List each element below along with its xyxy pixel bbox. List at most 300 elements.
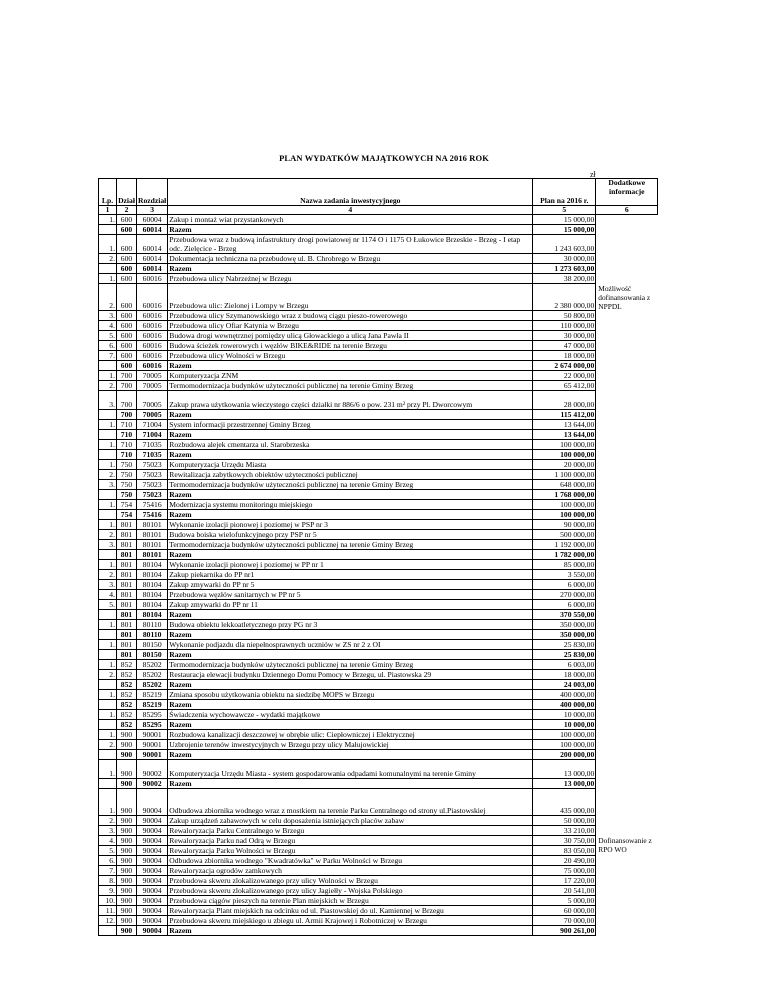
row-lp: 2.	[99, 381, 117, 391]
row-dzial: 600	[117, 351, 137, 361]
row-name: Budowa ścieżek rowerowych i węzłów BIKE&RIDE na terenie Brzegu	[168, 341, 533, 351]
row-rozdzial: 90001	[137, 750, 168, 760]
row-name: Świadczenia wychowawcze - wydatki majątkowe	[168, 710, 533, 720]
row-name: Razem	[168, 410, 533, 420]
row-plan: 435 000,00	[533, 789, 596, 816]
row-dzial: 900	[117, 916, 137, 926]
row-name: Budowa boiska wielofunkcyjnego przy PSP nr 5	[168, 530, 533, 540]
row-name: Przebudowa ulicy Szymanowskiego wraz z budową ciągu pieszo-rowerowego	[168, 311, 533, 321]
row-dzial: 900	[117, 740, 137, 750]
row-plan: 20 541,00	[533, 886, 596, 896]
table-row	[99, 906, 658, 916]
row-lp: 7.	[99, 866, 117, 876]
row-rozdzial: 71035	[137, 440, 168, 450]
row-lp: 1.	[99, 215, 117, 225]
row-dzial: 801	[117, 590, 137, 600]
table-row	[99, 530, 658, 540]
row-plan: 85 000,00	[533, 560, 596, 570]
row-name: Zakup piekarnika do PP nr1	[168, 570, 533, 580]
header-number: 1	[99, 206, 117, 215]
total-row	[99, 680, 658, 690]
row-name: Budowa drogi wewnętrznej pomiędzy ulicą Głowackiego a ulicą Jana Pawła II	[168, 331, 533, 341]
table-row	[99, 690, 658, 700]
row-lp: 1.	[99, 640, 117, 650]
row-rozdzial: 85219	[137, 700, 168, 710]
row-plan: 100 000,00	[533, 730, 596, 740]
header-dodatkowe: Dodatkowe informacje	[596, 179, 658, 206]
row-dzial: 852	[117, 710, 137, 720]
row-dzial: 750	[117, 470, 137, 480]
row-lp: 4.	[99, 590, 117, 600]
row-lp	[99, 510, 117, 520]
row-rozdzial: 80104	[137, 610, 168, 620]
row-plan: 350 000,00	[533, 620, 596, 630]
row-plan: 6 000,00	[533, 600, 596, 610]
page-title: PLAN WYDATKÓW MAJĄTKOWYCH NA 2016 ROK	[279, 153, 489, 163]
row-dzial: 900	[117, 856, 137, 866]
row-plan: 75 000,00	[533, 866, 596, 876]
row-name: Termomodernizacja budynków użyteczności publicznej na terenie Gminy Brzeg	[168, 381, 533, 391]
row-name: Rewaloryzacja Parku Centralnego w Brzegu	[168, 826, 533, 836]
header-nazwa: Nazwa zadania inwestycyjnego	[168, 179, 533, 206]
table-row	[99, 856, 658, 866]
table-row	[99, 740, 658, 750]
row-plan: 6 000,00	[533, 580, 596, 590]
row-dzial: 700	[117, 410, 137, 420]
row-lp: 2.	[99, 670, 117, 680]
row-dzial: 852	[117, 660, 137, 670]
row-plan: 17 220,00	[533, 876, 596, 886]
row-name: Razem	[168, 450, 533, 460]
row-lp	[99, 650, 117, 660]
row-rozdzial: 80101	[137, 540, 168, 550]
row-name: Przebudowa skweru zlokalizowanego przy ulicy Wolności w Brzegu	[168, 876, 533, 886]
row-lp: 10.	[99, 896, 117, 906]
total-row	[99, 430, 658, 440]
row-lp: 3.	[99, 311, 117, 321]
row-lp: 1.	[99, 620, 117, 630]
row-plan: 1 100 000,00	[533, 470, 596, 480]
row-dzial: 900	[117, 886, 137, 896]
row-name: Razem	[168, 750, 533, 760]
row-lp: 2.	[99, 284, 117, 311]
header-rozdzial: Rozdział	[137, 179, 168, 206]
row-dzial: 750	[117, 490, 137, 500]
table-row	[99, 351, 658, 361]
additional-info-note: Możliwość dofinansowania z NPPDL	[596, 284, 658, 836]
row-dzial: 700	[117, 391, 137, 410]
row-plan: 18 000,00	[533, 670, 596, 680]
additional-info-empty	[596, 254, 658, 264]
row-dzial: 900	[117, 779, 137, 789]
table-row	[99, 789, 658, 816]
row-dzial: 600	[117, 321, 137, 331]
row-dzial: 801	[117, 600, 137, 610]
table-row	[99, 620, 658, 630]
row-lp: 1.	[99, 789, 117, 816]
total-row	[99, 610, 658, 620]
table-row	[99, 311, 658, 321]
row-rozdzial: 85202	[137, 680, 168, 690]
row-rozdzial: 90004	[137, 916, 168, 926]
table-row	[99, 560, 658, 570]
row-plan: 30 000,00	[533, 254, 596, 264]
row-lp: 6.	[99, 856, 117, 866]
table-row	[99, 235, 658, 254]
header-dzial: Dział	[117, 179, 137, 206]
additional-info-empty	[596, 235, 658, 254]
row-plan: 22 000,00	[533, 371, 596, 381]
row-rozdzial: 60004	[137, 215, 168, 225]
row-rozdzial: 80104	[137, 560, 168, 570]
row-rozdzial: 75023	[137, 470, 168, 480]
row-rozdzial: 90004	[137, 906, 168, 916]
row-rozdzial: 60016	[137, 341, 168, 351]
row-lp: 6.	[99, 341, 117, 351]
table-row	[99, 420, 658, 430]
table-row	[99, 916, 658, 926]
row-plan: 25 830,00	[533, 640, 596, 650]
row-lp: 1.	[99, 520, 117, 530]
table-row	[99, 341, 658, 351]
table-row	[99, 600, 658, 610]
row-name: Zakup prawa użytkowania wieczystego części działki nr 886/6 o pow. 231 m² przy Pl. Dworcowym	[168, 391, 533, 410]
row-plan: 3 550,00	[533, 570, 596, 580]
row-dzial: 801	[117, 640, 137, 650]
table-row	[99, 730, 658, 740]
row-dzial: 750	[117, 480, 137, 490]
total-row	[99, 550, 658, 560]
row-name: Razem	[168, 510, 533, 520]
row-dzial: 710	[117, 430, 137, 440]
total-row	[99, 926, 658, 936]
header-number: 6	[596, 206, 658, 215]
row-dzial: 900	[117, 730, 137, 740]
row-rozdzial: 80101	[137, 530, 168, 540]
table-row	[99, 846, 658, 856]
row-dzial: 852	[117, 720, 137, 730]
row-lp: 1.	[99, 690, 117, 700]
row-name: Restauracja elewacji budynku Dziennego Domu Pomocy w Brzegu, ul. Piastowska 29	[168, 670, 533, 680]
total-row	[99, 700, 658, 710]
row-name: Termomodernizacja budynków użyteczności publicznej na terenie Gminy Brzeg	[168, 540, 533, 550]
row-lp: 1.	[99, 460, 117, 470]
row-name: Rozbudowa alejek cmentarza ul. Starobrzeska	[168, 440, 533, 450]
row-name: Zakup zmywarki do PP nr 5	[168, 580, 533, 590]
total-row	[99, 510, 658, 520]
row-plan: 10 000,00	[533, 710, 596, 720]
row-plan: 648 000,00	[533, 480, 596, 490]
row-lp: 4.	[99, 836, 117, 846]
table-row	[99, 540, 658, 550]
table-row	[99, 480, 658, 490]
total-row	[99, 225, 658, 235]
row-rozdzial: 80104	[137, 600, 168, 610]
row-dzial: 710	[117, 450, 137, 460]
row-lp: 11.	[99, 906, 117, 916]
row-plan: 100 000,00	[533, 450, 596, 460]
total-row	[99, 779, 658, 789]
row-lp: 1.	[99, 420, 117, 430]
total-row	[99, 490, 658, 500]
row-dzial: 600	[117, 235, 137, 254]
row-dzial: 600	[117, 254, 137, 264]
row-plan: 2 380 000,00	[533, 284, 596, 311]
row-rozdzial: 75416	[137, 500, 168, 510]
row-name: Razem	[168, 610, 533, 620]
table-row	[99, 760, 658, 779]
total-row	[99, 650, 658, 660]
row-lp: 3.	[99, 826, 117, 836]
row-plan: 30 000,00	[533, 331, 596, 341]
row-rozdzial: 90002	[137, 760, 168, 779]
row-lp: 1.	[99, 730, 117, 740]
row-lp: 8.	[99, 876, 117, 886]
row-lp	[99, 490, 117, 500]
additional-info-empty	[596, 215, 658, 225]
table-row	[99, 836, 658, 846]
table-row	[99, 670, 658, 680]
row-rozdzial: 70005	[137, 381, 168, 391]
row-plan: 65 412,00	[533, 381, 596, 391]
row-plan: 270 000,00	[533, 590, 596, 600]
table-row	[99, 321, 658, 331]
row-plan: 5 000,00	[533, 896, 596, 906]
row-rozdzial: 80150	[137, 640, 168, 650]
header-number: 2	[117, 206, 137, 215]
row-plan: 10 000,00	[533, 720, 596, 730]
row-name: Wykonanie izolacji pionowej i poziomej w PP nr 1	[168, 560, 533, 570]
row-lp: 4.	[99, 321, 117, 331]
row-lp	[99, 225, 117, 235]
table-row	[99, 886, 658, 896]
row-name: Przebudowa ulicy Ofiar Katynia w Brzegu	[168, 321, 533, 331]
row-plan: 1 192 000,00	[533, 540, 596, 550]
row-plan: 38 200,00	[533, 274, 596, 284]
row-plan: 15 000,00	[533, 215, 596, 225]
row-lp: 3.	[99, 580, 117, 590]
row-dzial: 600	[117, 284, 137, 311]
row-rozdzial: 71004	[137, 420, 168, 430]
row-dzial: 801	[117, 530, 137, 540]
row-plan: 90 000,00	[533, 520, 596, 530]
table-row	[99, 215, 658, 225]
row-dzial: 900	[117, 866, 137, 876]
row-name: Zakup zmywarki do PP nr 11	[168, 600, 533, 610]
row-plan: 115 412,00	[533, 410, 596, 420]
row-lp	[99, 700, 117, 710]
row-plan: 100 000,00	[533, 440, 596, 450]
currency-unit: zł	[590, 170, 596, 179]
row-lp: 5.	[99, 600, 117, 610]
row-rozdzial: 75023	[137, 490, 168, 500]
row-lp	[99, 720, 117, 730]
row-rozdzial: 90004	[137, 836, 168, 846]
table-row	[99, 331, 658, 341]
header-plan: Plan na 2016 r.	[533, 179, 596, 206]
row-lp	[99, 361, 117, 371]
table-row	[99, 520, 658, 530]
row-plan: 100 000,00	[533, 510, 596, 520]
row-dzial: 900	[117, 876, 137, 886]
row-dzial: 900	[117, 836, 137, 846]
row-rozdzial: 60016	[137, 311, 168, 321]
header-row	[99, 179, 658, 206]
row-plan: 50 800,00	[533, 311, 596, 321]
row-plan: 33 210,00	[533, 826, 596, 836]
row-rozdzial: 60014	[137, 225, 168, 235]
row-name: Uzbrojenie terenów inwestycyjnych w Brzegu przy ulicy Małujowickiej	[168, 740, 533, 750]
row-name: Odbudowa zbiornika wodnego wraz z mostkiem na terenie Parku Centralnego od strony ul.Piastowskiej	[168, 789, 533, 816]
row-name: Razem	[168, 361, 533, 371]
row-plan: 50 000,00	[533, 816, 596, 826]
table-row	[99, 254, 658, 264]
table-row	[99, 381, 658, 391]
row-plan: 100 000,00	[533, 740, 596, 750]
row-dzial: 754	[117, 510, 137, 520]
row-rozdzial: 70005	[137, 371, 168, 381]
row-plan: 1 768 000,00	[533, 490, 596, 500]
header-lp: Lp.	[99, 179, 117, 206]
row-dzial: 801	[117, 610, 137, 620]
row-dzial: 700	[117, 381, 137, 391]
row-rozdzial: 90004	[137, 926, 168, 936]
row-dzial: 900	[117, 896, 137, 906]
row-dzial: 900	[117, 760, 137, 779]
row-rozdzial: 80101	[137, 520, 168, 530]
row-dzial: 801	[117, 620, 137, 630]
row-dzial: 801	[117, 560, 137, 570]
header-number-row	[99, 206, 658, 215]
row-lp: 5.	[99, 331, 117, 341]
row-rozdzial: 60016	[137, 274, 168, 284]
row-name: Budowa obiektu lekkoatletycznego przy PG nr 3	[168, 620, 533, 630]
row-name: Termomodernizacja budynków użyteczności publicznej na terenie Gminy Brzeg	[168, 660, 533, 670]
total-row	[99, 630, 658, 640]
expenditure-table	[98, 178, 658, 936]
row-lp	[99, 779, 117, 789]
row-name: Wykonanie podjazdu dla niepełnosprawnych uczniów w ZS nr 2 z OI	[168, 640, 533, 650]
row-rozdzial: 60016	[137, 331, 168, 341]
row-dzial: 852	[117, 670, 137, 680]
row-lp: 1.	[99, 274, 117, 284]
row-rozdzial: 90002	[137, 779, 168, 789]
row-dzial: 801	[117, 630, 137, 640]
row-name: Komputeryzacja ZNM	[168, 371, 533, 381]
row-dzial: 600	[117, 341, 137, 351]
row-lp: 1.	[99, 500, 117, 510]
table-row	[99, 876, 658, 886]
table-row	[99, 371, 658, 381]
row-name: Razem	[168, 779, 533, 789]
row-plan: 1 273 603,00	[533, 264, 596, 274]
row-plan: 20 000,00	[533, 460, 596, 470]
row-rozdzial: 80104	[137, 580, 168, 590]
row-dzial: 801	[117, 570, 137, 580]
row-plan: 18 000,00	[533, 351, 596, 361]
row-dzial: 600	[117, 225, 137, 235]
header-number: 3	[137, 206, 168, 215]
row-name: Zakup urządzeń zabawowych w celu doposażenia istniejących placów zabaw	[168, 816, 533, 826]
row-lp: 3.	[99, 480, 117, 490]
header-number: 4	[168, 206, 533, 215]
row-lp: 3.	[99, 540, 117, 550]
row-rozdzial: 75023	[137, 480, 168, 490]
row-plan: 200 000,00	[533, 750, 596, 760]
table-row	[99, 710, 658, 720]
row-rozdzial: 60014	[137, 254, 168, 264]
row-name: Rozbudowa kanalizacji deszczowej w obrębie ulic: Ciepłowniczej i Elektrycznej	[168, 730, 533, 740]
row-plan: 2 674 000,00	[533, 361, 596, 371]
row-rozdzial: 60016	[137, 321, 168, 331]
table-row	[99, 500, 658, 510]
row-name: Przebudowa węzłów sanitarnych w PP nr 5	[168, 590, 533, 600]
row-lp	[99, 550, 117, 560]
row-name: Razem	[168, 630, 533, 640]
row-rozdzial: 71035	[137, 450, 168, 460]
row-name: Komputeryzacja Urzędu Miasta - system gospodarowania odpadami komunalnymi na terenie Gminy	[168, 760, 533, 779]
row-lp: 3.	[99, 391, 117, 410]
row-plan: 400 000,00	[533, 700, 596, 710]
row-lp: 1.	[99, 371, 117, 381]
row-dzial: 600	[117, 311, 137, 321]
total-row	[99, 361, 658, 371]
row-lp	[99, 750, 117, 760]
row-lp	[99, 926, 117, 936]
row-name: Razem	[168, 264, 533, 274]
row-rozdzial: 80110	[137, 620, 168, 630]
table-row	[99, 640, 658, 650]
additional-info-note: Dofinansowanie z RPO WO	[596, 836, 658, 936]
row-lp	[99, 450, 117, 460]
table-row	[99, 391, 658, 410]
row-lp: 2.	[99, 254, 117, 264]
row-plan: 30 750,00	[533, 836, 596, 846]
row-lp	[99, 430, 117, 440]
table-row	[99, 470, 658, 480]
row-plan: 13 000,00	[533, 779, 596, 789]
table-row	[99, 580, 658, 590]
row-rozdzial: 80110	[137, 630, 168, 640]
row-rozdzial: 90004	[137, 896, 168, 906]
row-rozdzial: 60016	[137, 284, 168, 311]
table-row	[99, 660, 658, 670]
row-plan: 60 000,00	[533, 906, 596, 916]
row-name: Razem	[168, 680, 533, 690]
row-name: Przebudowa skweru miejskiego u zbiegu ul. Armii Krajowej i Robotniczej w Brzegu	[168, 916, 533, 926]
row-dzial: 900	[117, 906, 137, 916]
row-rozdzial: 90004	[137, 866, 168, 876]
row-dzial: 750	[117, 460, 137, 470]
total-row	[99, 264, 658, 274]
total-row	[99, 720, 658, 730]
row-dzial: 900	[117, 789, 137, 816]
row-plan: 13 000,00	[533, 760, 596, 779]
row-dzial: 801	[117, 580, 137, 590]
row-dzial: 852	[117, 700, 137, 710]
row-lp: 1.	[99, 660, 117, 670]
row-rozdzial: 75416	[137, 510, 168, 520]
row-lp: 1.	[99, 235, 117, 254]
row-plan: 110 000,00	[533, 321, 596, 331]
row-lp: 1.	[99, 710, 117, 720]
row-lp	[99, 264, 117, 274]
table-row	[99, 284, 658, 311]
table-row	[99, 590, 658, 600]
row-name: Rewaloryzacja Parku nad Odrą w Brzegu	[168, 836, 533, 846]
row-plan: 350 000,00	[533, 630, 596, 640]
row-rozdzial: 80101	[137, 550, 168, 560]
